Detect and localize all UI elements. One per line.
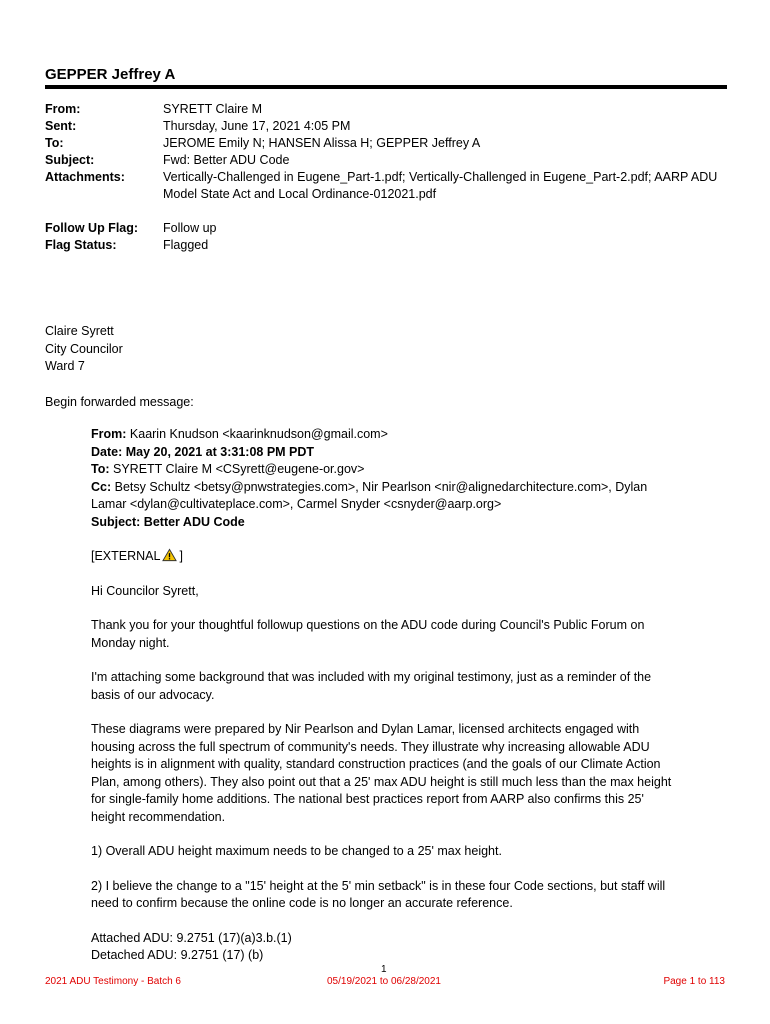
flagstatus-value: Flagged [163,238,209,252]
fwd-to-line: To: SYRETT Claire M <CSyrett@eugene-or.gov> [91,462,365,476]
code-section-1: Attached ADU: 9.2751 (17)(a)3.b.(1) [91,930,292,945]
fwd-cc-value[interactable]: Betsy Schultz <betsy@pnwstrategies.com>, Nir Pearlson <nir@alignedarchitecture.com>, Dylan [114,479,648,494]
attachments-label: Attachments: [45,170,125,184]
greeting: Hi Councilor Syrett, [91,583,199,598]
sent-value: Thursday, June 17, 2021 4:05 PM [163,119,351,133]
followup-label: Follow Up Flag: [45,221,139,235]
to-label: To: [45,136,64,150]
code-section-2: Detached ADU: 9.2751 (17) (b) [91,948,264,962]
warning-icon [162,548,177,562]
fwd-from-line: From: Kaarin Knudson <kaarinknudson@gmail.com> [91,427,388,441]
paragraph-5: 2) I believe the change to a "15' height at the 5' min setback" is in these four Code sections, but staff will need to confirm because the online code is no longer an accurate reference. [91,878,666,910]
attachments-line-1[interactable]: Vertically-Challenged in Eugene_Part-1.pdf; Vertically-Challenged in Eugene_Part-2.pdf; AARP ADU [163,170,718,184]
page-title: GEPPER Jeffrey A [45,66,176,83]
title-rule [45,85,727,89]
fwd-date-line: Date: May 20, 2021 at 3:31:08 PM PDT [91,444,315,459]
paragraph-3: These diagrams were prepared by Nir Pearlson and Dylan Lamar, licensed architects engaged with housing across the full spectrum of community's needs. They illustrate why increasing allowable ADU heights is in alignment with quality, standard construction practices (and the goals of our Climate Action Plan, among others). They also point out that a 25' max ADU height is still much less than the max height for single-family home additions. The national best practices report from AARP also confirms this 25' height recommendation. [91,722,672,824]
signature-role: City Councilor [45,341,123,356]
flagstatus-label: Flag Status: [45,238,117,252]
footer-batch: 2021 ADU Testimony - Batch 6 [45,976,181,987]
attachments-line-2[interactable]: Model State Act and Local Ordinance-012021.pdf [163,187,437,201]
paragraph-2: I'm attaching some background that was included with my original testimony, just as a reminder of the basis of our advocacy. [91,670,652,702]
followup-value: Follow up [163,221,217,235]
fwd-from-value[interactable]: Kaarin Knudson <kaarinknudson@gmail.com> [129,427,388,441]
page-number: 1 [381,964,387,975]
forwarded-message [91,426,731,965]
footer-page-range: Page 1 to 113 [663,976,725,987]
sent-label: Sent: [45,119,77,133]
fwd-to-value[interactable]: SYRETT Claire M <CSyrett@eugene-or.gov> [113,462,365,476]
footer-date-range: 05/19/2021 to 06/28/2021 [327,976,441,987]
from-label: From: [45,102,81,116]
paragraph-4: 1) Overall ADU height maximum needs to be changed to a 25' max height. [91,844,502,858]
fwd-cc-value-2[interactable]: Lamar <dylan@cultivateplace.com>, Carmel Snyder <csnyder@aarp.org> [91,497,502,511]
subject-value: Fwd: Better ADU Code [163,153,290,167]
signature-block [45,323,123,376]
attachments-value [163,169,717,203]
signature-ward: Ward 7 [45,359,85,373]
paragraph-1: Thank you for your thoughtful followup questions on the ADU code during Council's Public Forum on Monday night. [91,618,645,650]
from-value: SYRETT Claire M [163,102,263,116]
signature-name: Claire Syrett [45,324,114,338]
fwd-cc-line: Cc: Betsy Schultz <betsy@pnwstrategies.com>, Nir Pearlson <nir@alignedarchitecture.com>, Dylan Lamar <dylan@cultivateplace.com>, Carmel Snyder <csnyder@aarp.org> [91,479,648,511]
subject-label: Subject: [45,153,95,167]
to-value: JEROME Emily N; HANSEN Alissa H; GEPPER Jeffrey A [163,136,481,150]
fwd-subject-line: Subject: Better ADU Code [91,514,245,529]
external-tag: [EXTERNAL ] [91,549,183,563]
begin-forwarded-text: Begin forwarded message: [45,395,194,409]
